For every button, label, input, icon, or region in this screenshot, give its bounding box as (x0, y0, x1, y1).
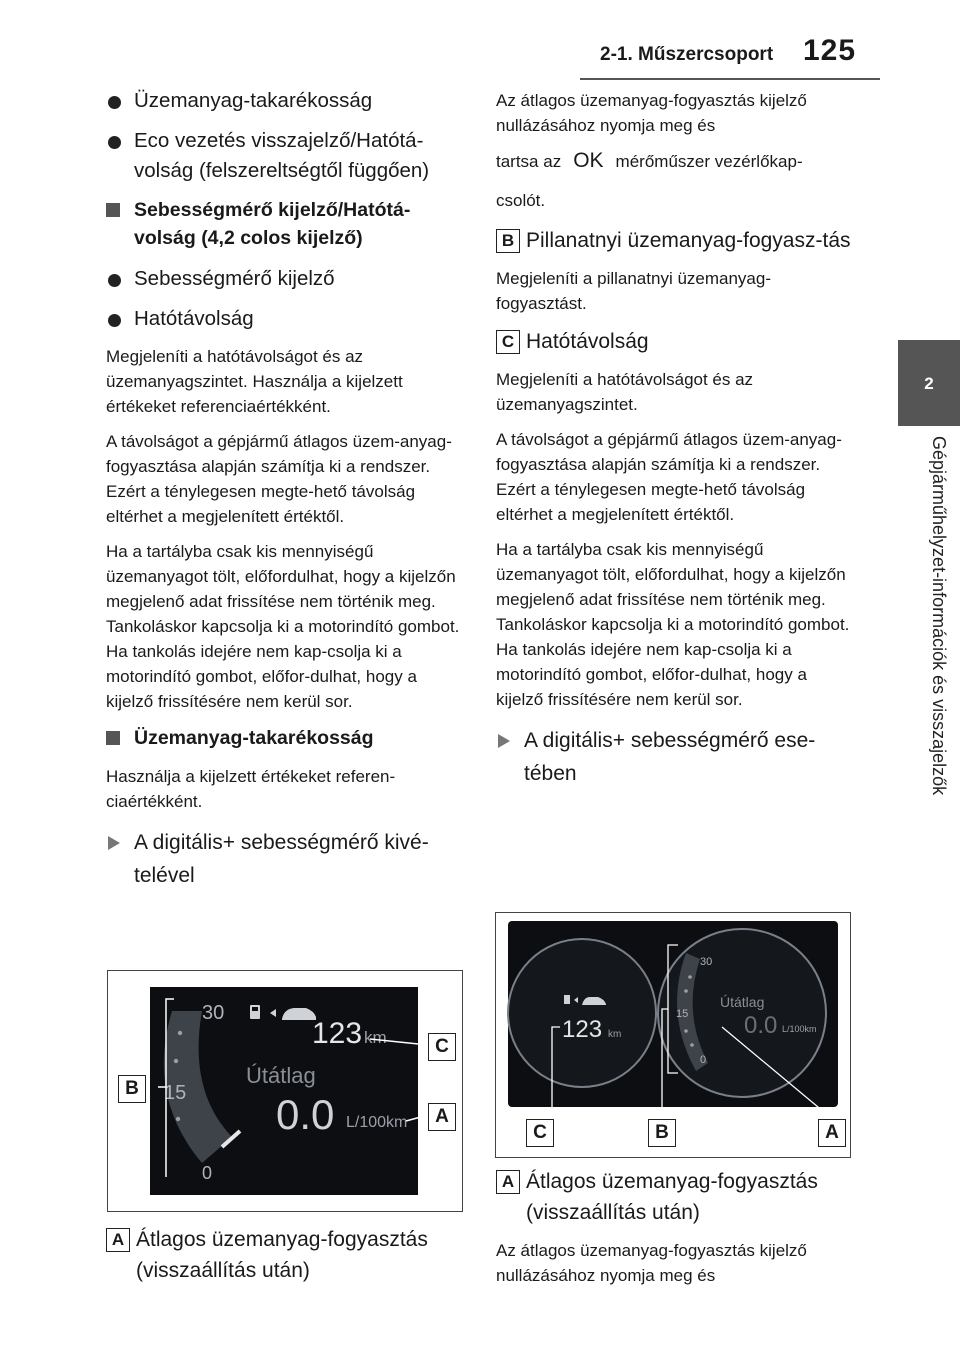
consumption-unit: L/100km (782, 1024, 817, 1034)
page-number: 125 (803, 34, 857, 67)
paragraph: csolót. (496, 191, 546, 210)
range-unit: km (364, 1028, 387, 1047)
figure-4-2-inch-display (107, 970, 463, 1212)
label-box-a: A (496, 1170, 520, 1194)
subheading: A digitális+ sebességmérő ese-tében (496, 724, 851, 790)
paragraph: Az átlagos üzemanyag-fogyasztás kijelző nullázásához nyomja meg és (496, 91, 807, 135)
subheading: A digitális+ sebességmérő kivé-telével (106, 826, 461, 892)
gauge-dot (690, 1043, 694, 1047)
consumption-unit: L/100km (346, 1114, 408, 1131)
fuel-pump-icon (250, 1005, 260, 1019)
paragraph: Az átlagos üzemanyag-fogyasztás kijelző nullázásához nyomja meg és (496, 1241, 807, 1285)
legend-item-a (106, 1224, 461, 1286)
paragraph: Megjeleníti a hatótávolságot és az üzemanyagszintet. Használja a kijelzett értékeket referenciaértékként. (106, 347, 403, 416)
callout-a: A (428, 1103, 456, 1131)
gauge-dot (174, 1059, 178, 1063)
bullet-item: Hatótávolság (106, 304, 461, 334)
legend-text: Átlagos üzemanyag-fogyasztás (visszaállítás után) (526, 1170, 818, 1224)
display-illustration (108, 971, 462, 1211)
gauge-dot (176, 1117, 180, 1121)
callout-b: B (118, 1075, 146, 1103)
paragraph: Tankoláskor kapcsolja ki a motorindító gombot. Ha tankolás idejére nem kap-csolja ki a motorindító gombot, előfor-dulhat, hogy a kijelző frissítésére nem kerül sor. (106, 617, 460, 711)
left-dial (508, 939, 656, 1087)
trip-average-title: Útátlag (720, 994, 765, 1010)
gauge-dot (684, 989, 688, 993)
ok-button-symbol: OK (573, 149, 604, 172)
paragraph: Ha a tartályba csak kis mennyiségű üzemanyagot tölt, előfordulhat, hogy a kijelzőn megjelenő adat frissítése nem történik meg. (106, 542, 456, 611)
legend-text: Átlagos üzemanyag-fogyasztás (visszaállítás után) (136, 1228, 428, 1282)
legend-text: Hatótávolság (526, 330, 649, 353)
callout-c: C (428, 1033, 456, 1061)
scale-label-top: 30 (700, 956, 713, 968)
bullet-item: Üzemanyag-takarékosság (106, 86, 461, 116)
legend-item-a (496, 1166, 851, 1228)
paragraph: Használja a kijelzett értékeket referen-ciaértékként. (106, 767, 396, 811)
scale-label-bottom: 0 (700, 1054, 707, 1066)
text-fragment: mérőműszer vezérlőkap- (615, 152, 803, 171)
range-value: 123 (562, 1016, 603, 1043)
consumption-value: 0.0 (744, 1012, 778, 1039)
legend-item-b (496, 225, 851, 256)
gauge-dot (178, 1031, 182, 1035)
paragraph-ok (496, 148, 851, 174)
trip-average-title: Útátlag (246, 1063, 316, 1088)
range-unit: km (608, 1029, 622, 1040)
chapter-number: 2 (924, 374, 934, 393)
paragraph: A távolságot a gépjármű átlagos üzem-anyag-fogyasztása alapján számítja ki a rendszer. Ezért a ténylegesen megte-hető távolság eltérhet a megjelenített értéktől. (106, 432, 452, 526)
section-title: 2-1. Műszercsoport (600, 44, 774, 65)
figure-digital-plus-display (495, 912, 851, 1158)
fuel-pump-icon (564, 995, 570, 1004)
paragraph: Ha a tartályba csak kis mennyiségű üzemanyagot tölt, előfordulhat, hogy a kijelzőn megjelenő adat frissítése nem történik meg. (496, 540, 846, 609)
scale-label-bottom: 0 (202, 1163, 213, 1183)
scale-label-mid: 15 (164, 1082, 187, 1104)
scale-label-mid: 15 (676, 1008, 689, 1020)
callout-b: B (648, 1119, 676, 1147)
chapter-title-vertical: Gépjárműhelyzet-információk és visszajelzők (929, 436, 949, 796)
bullet-item: Sebességmérő kijelző (106, 264, 461, 294)
chapter-tab (898, 340, 960, 426)
label-box-c: C (496, 330, 520, 354)
section-heading: Üzemanyag-takarékosság (106, 724, 461, 752)
gauge-dot (688, 975, 692, 979)
scale-label-top: 30 (202, 1002, 225, 1024)
header-divider (580, 78, 880, 80)
bullet-item: Eco vezetés visszajelző/Hatótá-volság (felszereltségtől függően) (106, 126, 461, 186)
range-value: 123 (312, 1017, 363, 1050)
gauge-dot (684, 1029, 688, 1033)
callout-c: C (526, 1119, 554, 1147)
paragraph: Megjeleníti a hatótávolságot és az üzemanyagszintet. (496, 370, 754, 414)
legend-text: Pillanatnyi üzemanyag-fogyasz-tás (526, 229, 851, 252)
label-box-b: B (496, 229, 520, 253)
left-column (106, 86, 461, 908)
consumption-value: 0.0 (276, 1091, 335, 1138)
legend-item-c (496, 326, 851, 357)
section-heading: Sebességmérő kijelző/Hatótá-volság (4,2 colos kijelző) (106, 196, 461, 252)
paragraph: A távolságot a gépjármű átlagos üzem-anyag-fogyasztása alapján számítja ki a rendszer. Ezért a ténylegesen megte-hető távolság eltérhet a megjelenített értéktől. (496, 430, 842, 524)
text-fragment: tartsa az (496, 152, 562, 171)
callout-a: A (818, 1119, 846, 1147)
paragraph: Tankoláskor kapcsolja ki a motorindító gombot. Ha tankolás idejére nem kap-csolja ki a motorindító gombot, előfor-dulhat, hogy a kijelző frissítésére nem kerül sor. (496, 615, 850, 709)
paragraph: Megjeleníti a pillanatnyi üzemanyag-fogyasztást. (496, 269, 771, 313)
right-column (496, 88, 851, 806)
label-box-a: A (106, 1228, 130, 1252)
